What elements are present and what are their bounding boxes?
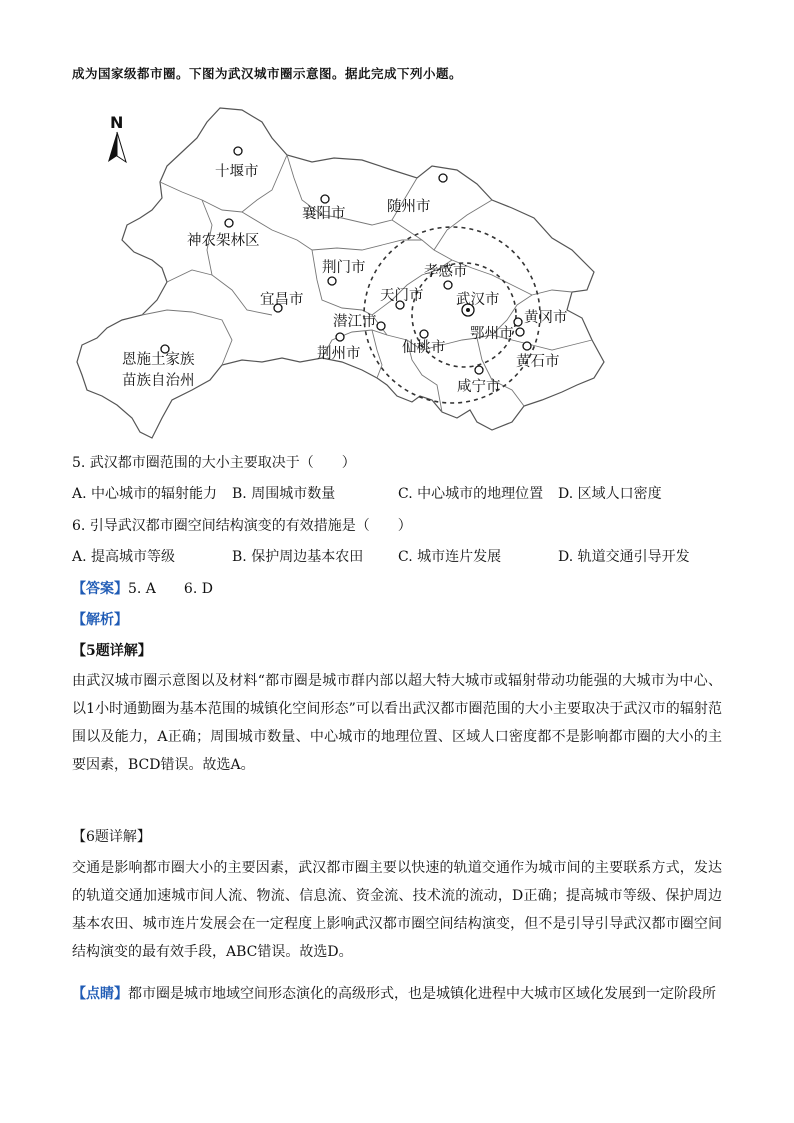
svg-text:神农架林区: 神农架林区 bbox=[187, 233, 260, 249]
q5-stem: 5. 武汉都市圈范围的大小主要取决于（ ） bbox=[72, 455, 356, 471]
analysis-tag: 【解析】 bbox=[72, 612, 128, 628]
q5-option-d: D. 区域人口密度 bbox=[558, 486, 662, 502]
q6-option-b: B. 保护周边基本农田 bbox=[232, 549, 364, 565]
q6-stem: 6. 引导武汉都市圈空间结构演变的有效措施是（ ） bbox=[72, 518, 412, 534]
svg-text:N: N bbox=[110, 113, 124, 132]
svg-text:荆州市: 荆州市 bbox=[317, 346, 361, 362]
svg-text:孝感市: 孝感市 bbox=[424, 264, 468, 280]
svg-text:恩施土家族: 恩施土家族 bbox=[122, 352, 195, 368]
svg-text:仙桃市: 仙桃市 bbox=[402, 340, 446, 356]
q5-option-c: C. 中心城市的地理位置 bbox=[398, 486, 544, 502]
svg-text:十堰市: 十堰市 bbox=[215, 164, 259, 180]
answer-line bbox=[72, 578, 213, 598]
detail5-title: 【5题详解】 bbox=[72, 643, 152, 659]
wuhan-city-circle-map bbox=[72, 100, 612, 445]
north-arrow-icon bbox=[108, 113, 126, 162]
svg-text:随州市: 随州市 bbox=[387, 199, 431, 215]
svg-text:宜昌市: 宜昌市 bbox=[260, 292, 304, 308]
outer-circle bbox=[364, 227, 540, 403]
detail5-text: 由武汉城市圈示意图以及材料“都市圈是城市群内部以超大特大城市或辐射带动功能强的大城市为中心、以1小时通勤圈为基本范围的城镇化空间形态”可以看出武汉都市圈范围的大小主要取决于武汉市的辐射范围以及能力，A正确；周围城市数量、中心城市的地理位置、区域人口密度都不是影响都市圈的大小的主要因素，BCD错误。故选A。 bbox=[72, 673, 722, 773]
detail6-title: 【6题详解】 bbox=[72, 829, 151, 845]
svg-text:潜江市: 潜江市 bbox=[333, 314, 377, 330]
svg-text:咸宁市: 咸宁市 bbox=[457, 379, 501, 395]
svg-text:武汉市: 武汉市 bbox=[456, 292, 500, 308]
svg-text:天门市: 天门市 bbox=[380, 288, 424, 304]
dianjing-text: 都市圈是城市地域空间形态演化的高级形式，也是城镇化进程中大城市区域化发展到一定阶段所 bbox=[128, 986, 716, 1002]
svg-text:襄阳市: 襄阳市 bbox=[302, 206, 346, 222]
svg-text:苗族自治州: 苗族自治州 bbox=[122, 373, 195, 389]
svg-text:鄂州市: 鄂州市 bbox=[470, 326, 514, 342]
boundaries bbox=[142, 155, 592, 412]
q5-option-a: A. 中心城市的辐射能力 bbox=[72, 486, 218, 502]
q6-option-d: D. 轨道交通引导开发 bbox=[558, 549, 690, 565]
svg-text:黄冈市: 黄冈市 bbox=[524, 310, 568, 326]
q5-option-b: B. 周围城市数量 bbox=[232, 486, 336, 502]
svg-text:黄石市: 黄石市 bbox=[516, 354, 560, 370]
q6-option-c: C. 城市连片发展 bbox=[398, 549, 502, 565]
dianjing-paragraph bbox=[72, 980, 722, 1008]
q6-option-a: A. 提高城市等级 bbox=[72, 549, 176, 565]
answer-text: 5. A 6. D bbox=[128, 581, 213, 597]
intro-text: 成为国家级都市圈。下图为武汉城市圈示意图。据此完成下列小题。 bbox=[72, 66, 463, 81]
answer-tag: 【答案】 bbox=[72, 581, 128, 597]
svg-text:荆门市: 荆门市 bbox=[322, 260, 366, 276]
detail6-text: 交通是影响都市圈大小的主要因素，武汉都市圈主要以快速的轨道交通作为城市间的主要联系方式，发达的轨道交通加速城市间人流、物流、信息流、资金流、技术流的流动，D正确；提高城市等级、保护周边基本农田、城市连片发展会在一定程度上影响武汉都市圈空间结构演变，但不是引导引导武汉都市圈空间结构演变的最有效手段，ABC错误。故选D。 bbox=[72, 860, 722, 960]
dianjing-tag: 【点睛】 bbox=[72, 986, 128, 1002]
